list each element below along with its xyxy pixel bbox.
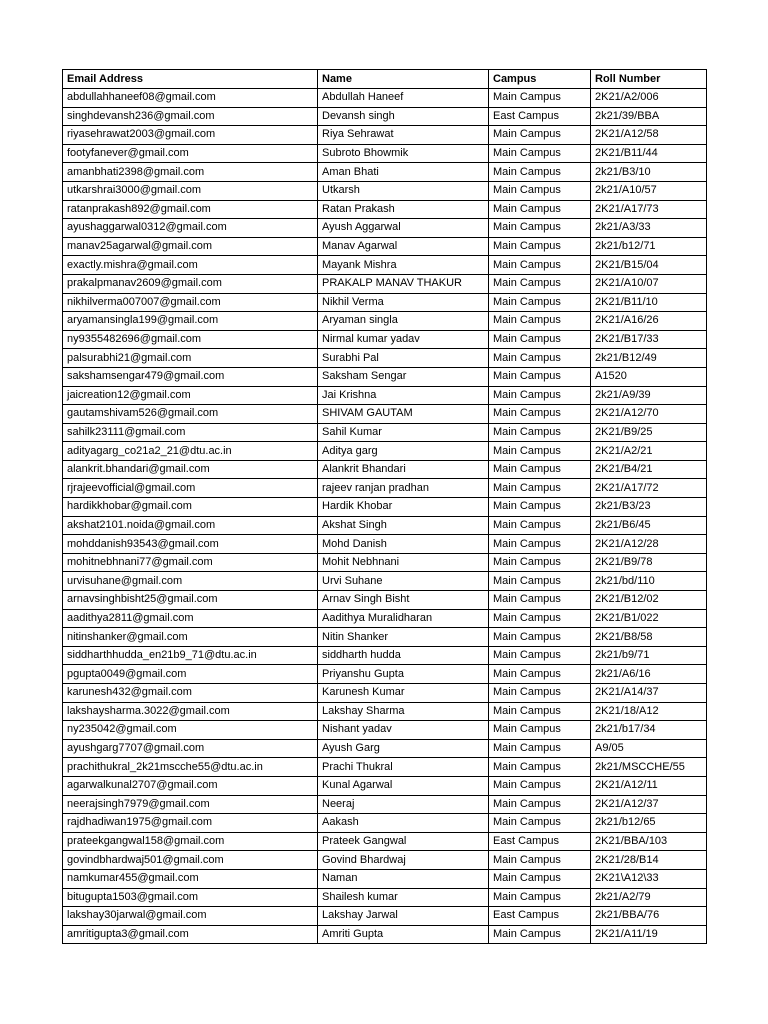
name-cell: Devansh singh xyxy=(318,107,489,126)
campus-cell: East Campus xyxy=(489,107,591,126)
roll-number-cell: 2K21/B8/58 xyxy=(591,628,707,647)
roll-number-cell: A1520 xyxy=(591,367,707,386)
campus-cell: Main Campus xyxy=(489,237,591,256)
email-cell: sahilk23111@gmail.com xyxy=(63,423,318,442)
campus-cell: Main Campus xyxy=(489,219,591,238)
roll-number-cell: 2k21/B12/49 xyxy=(591,349,707,368)
campus-cell: Main Campus xyxy=(489,442,591,461)
table-row xyxy=(63,628,707,647)
table-row xyxy=(63,479,707,498)
campus-cell: Main Campus xyxy=(489,795,591,814)
campus-cell: Main Campus xyxy=(489,535,591,554)
email-cell: prachithukral_2k21mscche55@dtu.ac.in xyxy=(63,758,318,777)
table-row xyxy=(63,237,707,256)
table-row xyxy=(63,907,707,926)
email-cell: ny9355482696@gmail.com xyxy=(63,330,318,349)
roll-number-cell: 2k21/A6/16 xyxy=(591,665,707,684)
roll-number-cell: 2K21/A17/72 xyxy=(591,479,707,498)
roll-number-cell: 2K21/B1/022 xyxy=(591,609,707,628)
header-row xyxy=(63,70,707,89)
email-cell: aadithya2811@gmail.com xyxy=(63,609,318,628)
email-cell: hardikkhobar@gmail.com xyxy=(63,498,318,517)
name-cell: PRAKALP MANAV THAKUR xyxy=(318,274,489,293)
campus-cell: Main Campus xyxy=(489,851,591,870)
table-row xyxy=(63,851,707,870)
table-row xyxy=(63,107,707,126)
email-cell: lakshay30jarwal@gmail.com xyxy=(63,907,318,926)
name-cell: Aman Bhati xyxy=(318,163,489,182)
name-cell: Ayush Garg xyxy=(318,739,489,758)
table-row xyxy=(63,163,707,182)
campus-cell: Main Campus xyxy=(489,665,591,684)
name-cell: Shailesh kumar xyxy=(318,888,489,907)
name-cell: Prachi Thukral xyxy=(318,758,489,777)
roll-number-cell: 2K21/B4/21 xyxy=(591,460,707,479)
name-cell: Karunesh Kumar xyxy=(318,684,489,703)
email-cell: pgupta0049@gmail.com xyxy=(63,665,318,684)
name-cell: Kunal Agarwal xyxy=(318,776,489,795)
email-cell: nikhilverma007007@gmail.com xyxy=(63,293,318,312)
table-row xyxy=(63,219,707,238)
name-cell: Nirmal kumar yadav xyxy=(318,330,489,349)
table-row xyxy=(63,572,707,591)
email-cell: mohddanish93543@gmail.com xyxy=(63,535,318,554)
roll-number-cell: 2K21/B11/44 xyxy=(591,144,707,163)
campus-cell: Main Campus xyxy=(489,349,591,368)
table-body xyxy=(63,89,707,944)
email-cell: ratanprakash892@gmail.com xyxy=(63,200,318,219)
roll-number-cell: 2k21/B3/10 xyxy=(591,163,707,182)
roll-number-cell: 2K21/A14/37 xyxy=(591,684,707,703)
email-cell: adityagarg_co21a2_21@dtu.ac.in xyxy=(63,442,318,461)
campus-cell: Main Campus xyxy=(489,330,591,349)
name-cell: Abdullah Haneef xyxy=(318,89,489,108)
campus-cell: Main Campus xyxy=(489,814,591,833)
name-cell: Sahil Kumar xyxy=(318,423,489,442)
table-row xyxy=(63,888,707,907)
roll-number-cell: 2K21/B11/10 xyxy=(591,293,707,312)
roll-number-cell: 2k21/MSCCHE/55 xyxy=(591,758,707,777)
name-cell: siddharth hudda xyxy=(318,646,489,665)
roll-number-cell: 2k21/bd/110 xyxy=(591,572,707,591)
roll-number-cell: 2K21/B9/78 xyxy=(591,553,707,572)
header-campus: Campus xyxy=(489,70,591,89)
email-cell: amritigupta3@gmail.com xyxy=(63,925,318,944)
name-cell: Priyanshu Gupta xyxy=(318,665,489,684)
campus-cell: Main Campus xyxy=(489,553,591,572)
campus-cell: Main Campus xyxy=(489,516,591,535)
email-cell: arnavsinghbisht25@gmail.com xyxy=(63,591,318,610)
table-row xyxy=(63,591,707,610)
roll-number-cell: 2k21/BBA/76 xyxy=(591,907,707,926)
campus-cell: Main Campus xyxy=(489,572,591,591)
campus-cell: Main Campus xyxy=(489,144,591,163)
campus-cell: Main Campus xyxy=(489,126,591,145)
campus-cell: Main Campus xyxy=(489,721,591,740)
table-row xyxy=(63,256,707,275)
table-row xyxy=(63,795,707,814)
campus-cell: Main Campus xyxy=(489,256,591,275)
campus-cell: Main Campus xyxy=(489,591,591,610)
table-row xyxy=(63,89,707,108)
email-cell: palsurabhi21@gmail.com xyxy=(63,349,318,368)
table-row xyxy=(63,739,707,758)
roll-number-cell: 2k21/B6/45 xyxy=(591,516,707,535)
email-cell: govindbhardwaj501@gmail.com xyxy=(63,851,318,870)
roll-number-cell: 2K21/28/B14 xyxy=(591,851,707,870)
email-cell: utkarshrai3000@gmail.com xyxy=(63,181,318,200)
campus-cell: Main Campus xyxy=(489,423,591,442)
roll-number-cell: 2K21/A2/21 xyxy=(591,442,707,461)
name-cell: Nitin Shanker xyxy=(318,628,489,647)
header-email: Email Address xyxy=(63,70,318,89)
name-cell: Lakshay Sharma xyxy=(318,702,489,721)
table-row xyxy=(63,925,707,944)
email-cell: rjrajeevofficial@gmail.com xyxy=(63,479,318,498)
campus-cell: East Campus xyxy=(489,832,591,851)
email-cell: neerajsingh7979@gmail.com xyxy=(63,795,318,814)
table-row xyxy=(63,293,707,312)
roll-number-cell: 2K21/A12/70 xyxy=(591,405,707,424)
campus-cell: Main Campus xyxy=(489,739,591,758)
name-cell: Surabhi Pal xyxy=(318,349,489,368)
table-row xyxy=(63,367,707,386)
table-row xyxy=(63,609,707,628)
campus-cell: East Campus xyxy=(489,907,591,926)
table-row xyxy=(63,144,707,163)
table-row xyxy=(63,274,707,293)
email-cell: nitinshanker@gmail.com xyxy=(63,628,318,647)
roll-number-cell: 2K21/B9/25 xyxy=(591,423,707,442)
email-cell: sakshamsengar479@gmail.com xyxy=(63,367,318,386)
roll-number-cell: 2k21/b17/34 xyxy=(591,721,707,740)
email-cell: mohitnebhnani77@gmail.com xyxy=(63,553,318,572)
table-row xyxy=(63,665,707,684)
campus-cell: Main Campus xyxy=(489,89,591,108)
roll-number-cell: 2K21/A10/07 xyxy=(591,274,707,293)
campus-cell: Main Campus xyxy=(489,609,591,628)
roll-number-cell: 2K21/B15/04 xyxy=(591,256,707,275)
email-cell: gautamshivam526@gmail.com xyxy=(63,405,318,424)
campus-cell: Main Campus xyxy=(489,776,591,795)
roll-number-cell: 2K21/A12/37 xyxy=(591,795,707,814)
roll-number-cell: 2k21/b12/71 xyxy=(591,237,707,256)
table-row xyxy=(63,442,707,461)
name-cell: Mohd Danish xyxy=(318,535,489,554)
campus-cell: Main Campus xyxy=(489,200,591,219)
roll-number-cell: 2k21/A9/39 xyxy=(591,386,707,405)
table-row xyxy=(63,349,707,368)
email-cell: siddharthhudda_en21b9_71@dtu.ac.in xyxy=(63,646,318,665)
table-row xyxy=(63,126,707,145)
roll-number-cell: 2K21/A2/006 xyxy=(591,89,707,108)
email-cell: prakalpmanav2609@gmail.com xyxy=(63,274,318,293)
name-cell: Ayush Aggarwal xyxy=(318,219,489,238)
name-cell: Nikhil Verma xyxy=(318,293,489,312)
name-cell: Mayank Mishra xyxy=(318,256,489,275)
name-cell: Riya Sehrawat xyxy=(318,126,489,145)
table-row xyxy=(63,330,707,349)
name-cell: Govind Bhardwaj xyxy=(318,851,489,870)
email-cell: abdullahhaneef08@gmail.com xyxy=(63,89,318,108)
roll-number-cell: 2K21/18/A12 xyxy=(591,702,707,721)
email-cell: ny235042@gmail.com xyxy=(63,721,318,740)
name-cell: Aditya garg xyxy=(318,442,489,461)
table-row xyxy=(63,200,707,219)
name-cell: Neeraj xyxy=(318,795,489,814)
name-cell: Manav Agarwal xyxy=(318,237,489,256)
table-row xyxy=(63,460,707,479)
name-cell: Alankrit Bhandari xyxy=(318,460,489,479)
roll-number-cell: 2k21/b9/71 xyxy=(591,646,707,665)
table-row xyxy=(63,423,707,442)
campus-cell: Main Campus xyxy=(489,869,591,888)
roll-number-cell: 2k21/b12/65 xyxy=(591,814,707,833)
campus-cell: Main Campus xyxy=(489,163,591,182)
name-cell: Prateek Gangwal xyxy=(318,832,489,851)
name-cell: Akshat Singh xyxy=(318,516,489,535)
campus-cell: Main Campus xyxy=(489,274,591,293)
name-cell: Utkarsh xyxy=(318,181,489,200)
roll-number-cell: 2k21/A10/57 xyxy=(591,181,707,200)
name-cell: SHIVAM GAUTAM xyxy=(318,405,489,424)
campus-cell: Main Campus xyxy=(489,460,591,479)
email-cell: singhdevansh236@gmail.com xyxy=(63,107,318,126)
email-cell: karunesh432@gmail.com xyxy=(63,684,318,703)
name-cell: Mohit Nebhnani xyxy=(318,553,489,572)
table-row xyxy=(63,516,707,535)
email-cell: lakshaysharma.3022@gmail.com xyxy=(63,702,318,721)
roll-number-cell: 2K21/A11/19 xyxy=(591,925,707,944)
campus-cell: Main Campus xyxy=(489,367,591,386)
campus-cell: Main Campus xyxy=(489,498,591,517)
campus-cell: Main Campus xyxy=(489,479,591,498)
email-cell: amanbhati2398@gmail.com xyxy=(63,163,318,182)
roll-number-cell: 2K21/A16/26 xyxy=(591,312,707,331)
name-cell: Jai Krishna xyxy=(318,386,489,405)
roll-number-cell: 2k21/A3/33 xyxy=(591,219,707,238)
name-cell: Aryaman singla xyxy=(318,312,489,331)
name-cell: Ratan Prakash xyxy=(318,200,489,219)
student-table xyxy=(62,69,707,944)
email-cell: footyfanever@gmail.com xyxy=(63,144,318,163)
roll-number-cell: 2K21/A12/11 xyxy=(591,776,707,795)
name-cell: Naman xyxy=(318,869,489,888)
table-row xyxy=(63,181,707,200)
name-cell: Hardik Khobar xyxy=(318,498,489,517)
campus-cell: Main Campus xyxy=(489,646,591,665)
roll-number-cell: 2K21/A17/73 xyxy=(591,200,707,219)
table-row xyxy=(63,498,707,517)
email-cell: manav25agarwal@gmail.com xyxy=(63,237,318,256)
roll-number-cell: 2k21/B3/23 xyxy=(591,498,707,517)
roll-number-cell: 2k21/39/BBA xyxy=(591,107,707,126)
campus-cell: Main Campus xyxy=(489,888,591,907)
table-row xyxy=(63,832,707,851)
campus-cell: Main Campus xyxy=(489,386,591,405)
campus-cell: Main Campus xyxy=(489,758,591,777)
name-cell: Saksham Sengar xyxy=(318,367,489,386)
campus-cell: Main Campus xyxy=(489,312,591,331)
campus-cell: Main Campus xyxy=(489,405,591,424)
campus-cell: Main Campus xyxy=(489,293,591,312)
email-cell: ayushaggarwal0312@gmail.com xyxy=(63,219,318,238)
roll-number-cell: 2K21/B12/02 xyxy=(591,591,707,610)
roll-number-cell: 2K21/A12/58 xyxy=(591,126,707,145)
email-cell: agarwalkunal2707@gmail.com xyxy=(63,776,318,795)
table-row xyxy=(63,758,707,777)
email-cell: exactly.mishra@gmail.com xyxy=(63,256,318,275)
roll-number-cell: 2K21/BBA/103 xyxy=(591,832,707,851)
name-cell: rajeev ranjan pradhan xyxy=(318,479,489,498)
email-cell: ayushgarg7707@gmail.com xyxy=(63,739,318,758)
table-row xyxy=(63,702,707,721)
table-row xyxy=(63,386,707,405)
campus-cell: Main Campus xyxy=(489,702,591,721)
name-cell: Subroto Bhowmik xyxy=(318,144,489,163)
name-cell: Lakshay Jarwal xyxy=(318,907,489,926)
roll-number-cell: 2K21/B17/33 xyxy=(591,330,707,349)
table-row xyxy=(63,684,707,703)
table-row xyxy=(63,405,707,424)
email-cell: prateekgangwal158@gmail.com xyxy=(63,832,318,851)
name-cell: Aakash xyxy=(318,814,489,833)
roll-number-cell: A9/05 xyxy=(591,739,707,758)
email-cell: jaicreation12@gmail.com xyxy=(63,386,318,405)
name-cell: Aadithya Muralidharan xyxy=(318,609,489,628)
campus-cell: Main Campus xyxy=(489,925,591,944)
roll-number-cell: 2K21\A12\33 xyxy=(591,869,707,888)
name-cell: Arnav Singh Bisht xyxy=(318,591,489,610)
table-row xyxy=(63,553,707,572)
name-cell: Urvi Suhane xyxy=(318,572,489,591)
header-name: Name xyxy=(318,70,489,89)
table-row xyxy=(63,869,707,888)
email-cell: alankrit.bhandari@gmail.com xyxy=(63,460,318,479)
table-row xyxy=(63,721,707,740)
roll-number-cell: 2k21/A2/79 xyxy=(591,888,707,907)
campus-cell: Main Campus xyxy=(489,628,591,647)
table-row xyxy=(63,312,707,331)
campus-cell: Main Campus xyxy=(489,684,591,703)
campus-cell: Main Campus xyxy=(489,181,591,200)
table-row xyxy=(63,646,707,665)
email-cell: akshat2101.noida@gmail.com xyxy=(63,516,318,535)
email-cell: riyasehrawat2003@gmail.com xyxy=(63,126,318,145)
table-row xyxy=(63,814,707,833)
name-cell: Nishant yadav xyxy=(318,721,489,740)
email-cell: namkumar455@gmail.com xyxy=(63,869,318,888)
email-cell: urvisuhane@gmail.com xyxy=(63,572,318,591)
email-cell: rajdhadiwan1975@gmail.com xyxy=(63,814,318,833)
email-cell: aryamansingla199@gmail.com xyxy=(63,312,318,331)
roll-number-cell: 2K21/A12/28 xyxy=(591,535,707,554)
header-roll-number: Roll Number xyxy=(591,70,707,89)
table-row xyxy=(63,535,707,554)
name-cell: Amriti Gupta xyxy=(318,925,489,944)
table-row xyxy=(63,776,707,795)
email-cell: bitugupta1503@gmail.com xyxy=(63,888,318,907)
